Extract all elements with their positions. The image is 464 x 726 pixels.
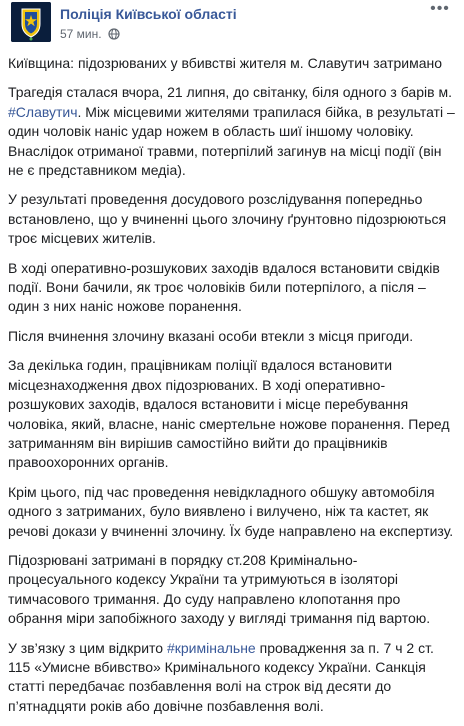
police-emblem-icon — [11, 2, 51, 42]
hashtag-link[interactable]: #кримінальне — [166, 639, 256, 656]
globe-icon[interactable] — [108, 28, 120, 43]
paragraph-text: За декілька годин, працівникам поліції вдалося встановити місцезнаходження двох підозрюваних. В ході оперативно-розшукових заходів, вдалося встановити і місце перебування чоловіка, який, власне, наніс смертельне ножове поранення. Перед затриманням він вирішив самостійно вийти до працівників правоохоронних органів. — [8, 357, 450, 471]
post-paragraph — [8, 639, 456, 717]
paragraph-text: В ході оперативно-розшукових заходів вдалося встановити свідків події. Вони бачили, як троє чоловіків били потерпілого, а після – один з них наніс ножове поранення. — [8, 259, 440, 315]
post-paragraph — [8, 54, 456, 73]
hashtag-link[interactable]: #Славутич — [8, 103, 78, 120]
paragraph-text: провадження за п. 7 ч 2 ст. 115 «Умисне вбивство» Кримінального кодексу України. Санкція статті передбачає позбавлення волі на строк від десяти до п’ятнадцяти років або довічне позбавлення волі. — [8, 639, 434, 714]
post-paragraph — [8, 327, 456, 346]
paragraph-text: У результаті проведення досудового розслідування попередньо встановлено, що у вчиненні цього злочину ґрунтовно підозрюються троє місцевих жителів. — [8, 191, 447, 247]
post-meta — [60, 27, 120, 43]
paragraph-text: Київщина: підозрюваних у вбивстві жителя м. Славутич затримано — [8, 55, 443, 71]
post-paragraph — [8, 259, 456, 317]
post-header — [8, 0, 456, 52]
post-paragraph — [8, 356, 456, 472]
paragraph-text: Трагедія сталася вчора, 21 липня, до світанку, біля одного з барів м. — [8, 84, 452, 101]
page-avatar[interactable] — [11, 2, 51, 42]
more-options-icon[interactable]: ••• — [430, 0, 450, 17]
post-timestamp[interactable]: 57 мин. — [60, 27, 102, 41]
paragraph-text: У зв’язку з цим відкрито — [8, 639, 167, 656]
post-paragraph — [8, 483, 456, 541]
post-body — [8, 54, 456, 726]
post-paragraph — [8, 551, 456, 629]
post-paragraph — [8, 83, 456, 180]
paragraph-text: Підозрювані затримані в порядку ст.208 Кримінально-процесуального кодексу України та утримуються в ізоляторі тимчасового тримання. До суду направлено клопотання про обрання міри запобіжного заходу у вигляді тримання під вартою. — [8, 551, 431, 627]
page-name-link[interactable]: Поліція Київської області — [60, 6, 237, 22]
post-paragraph — [8, 190, 456, 248]
paragraph-text: Крім цього, під час проведення невідкладного обшуку автомобіля одного з затриманих, було виявлено і вилучено, ніж та кастет, як речові докази у вчиненні злочину. Їх буде направлено на експертизу. — [8, 483, 454, 539]
paragraph-text: Після вчинення злочину вказані особи втекли з місця пригоди. — [8, 327, 414, 344]
paragraph-text: . Між місцевими жителями трапилася бійка, в результаті – один чоловік наніс удар ножем в область шиї іншому чоловіку. Внаслідок отриманої травми, потерпілий загинув на місці події (він не є представником медіа). — [8, 103, 455, 179]
